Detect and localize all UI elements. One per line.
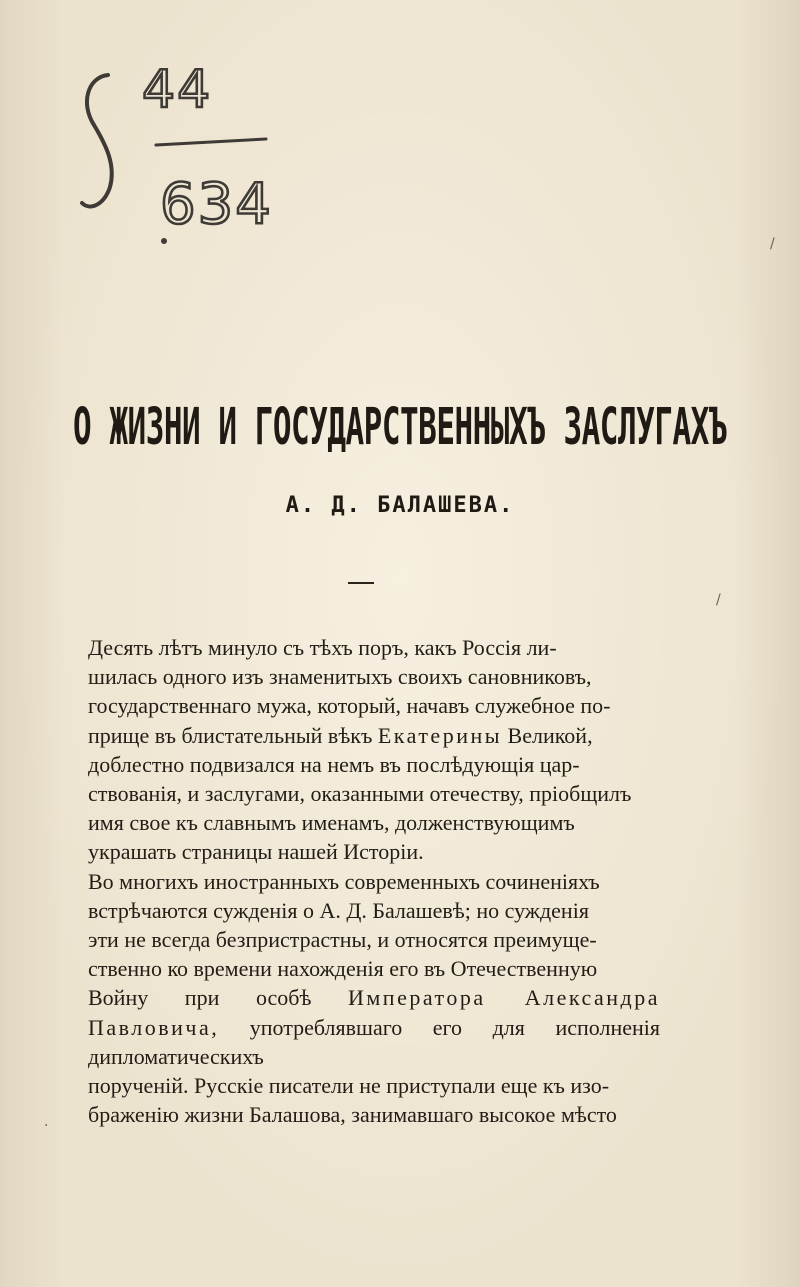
paragraph-1-line: государственнаго мужа, который, начавъ служебное по- bbox=[88, 693, 611, 719]
paragraph-2-spaced-name: Императора Александра Павловича, bbox=[88, 985, 661, 1040]
page-title: О ЖИЗНИ И ГОСУДАРСТВЕННЫХЪ ЗАСЛУГАХЪ bbox=[73, 398, 727, 458]
shelfmark-line2: 634 bbox=[160, 172, 273, 237]
paragraph-1-line: прище въ блистательный вѣкъ bbox=[88, 722, 373, 748]
shelfmark-handwriting bbox=[70, 55, 310, 255]
paragraph-2-line: эти не всегда безпристрастны, и относятся преимуще- bbox=[88, 927, 597, 953]
paragraph-2-line: встрѣчаются сужденія о А. Д. Балашевѣ; но сужденія bbox=[88, 897, 589, 923]
paragraph-2-line: употреблявшаго его для исполненія дипломатическихъ bbox=[88, 1014, 660, 1069]
page-subtitle: А. Д. БАЛАШЕВА. bbox=[285, 493, 515, 518]
paper-mark: · bbox=[44, 1118, 49, 1134]
paragraph-2-line: Во многихъ иностранныхъ современныхъ сочиненіяхъ bbox=[88, 868, 600, 894]
paragraph-2-line: браженію жизни Балашова, занимавшаго высокое мѣсто bbox=[88, 1102, 617, 1128]
paper-mark: / bbox=[770, 236, 775, 252]
paper-mark: / bbox=[716, 592, 721, 608]
paragraph-2-line: ственно ко времени нахожденія его въ Отечественную bbox=[88, 956, 598, 982]
paragraph-2-line: порученій. Русскіе писатели не приступали еще къ изо- bbox=[88, 1073, 610, 1099]
paragraph-1-line: шилась одного изъ знаменитыхъ своихъ сановниковъ, bbox=[88, 664, 592, 690]
paragraph-1-line: украшать страницы нашей Исторіи. bbox=[88, 839, 424, 865]
separator-rule bbox=[348, 582, 374, 584]
library-shelfmark bbox=[70, 55, 310, 255]
paragraph-1 bbox=[88, 633, 660, 867]
paragraph-1-line: ствованія, и заслугами, оказанными отечеству, пріобщилъ bbox=[88, 781, 632, 807]
shelfmark-line1: 44 bbox=[142, 60, 213, 120]
paragraph-1-line: доблестно подвизался на немъ въ послѣдующія цар- bbox=[88, 751, 580, 777]
paragraph-2-line: Войну при особѣ bbox=[88, 985, 312, 1011]
paragraph-1-line: имя свое къ славнымъ именамъ, долженствующимъ bbox=[88, 810, 575, 836]
paragraph-1-line: Великой, bbox=[507, 722, 593, 748]
body-text bbox=[88, 633, 660, 1129]
paragraph-2 bbox=[88, 867, 660, 1130]
paragraph-1-spaced-name: Екатерины bbox=[377, 722, 503, 748]
paragraph-1-line: Десять лѣтъ минуло съ тѣхъ поръ, какъ Россія ли- bbox=[88, 635, 557, 660]
